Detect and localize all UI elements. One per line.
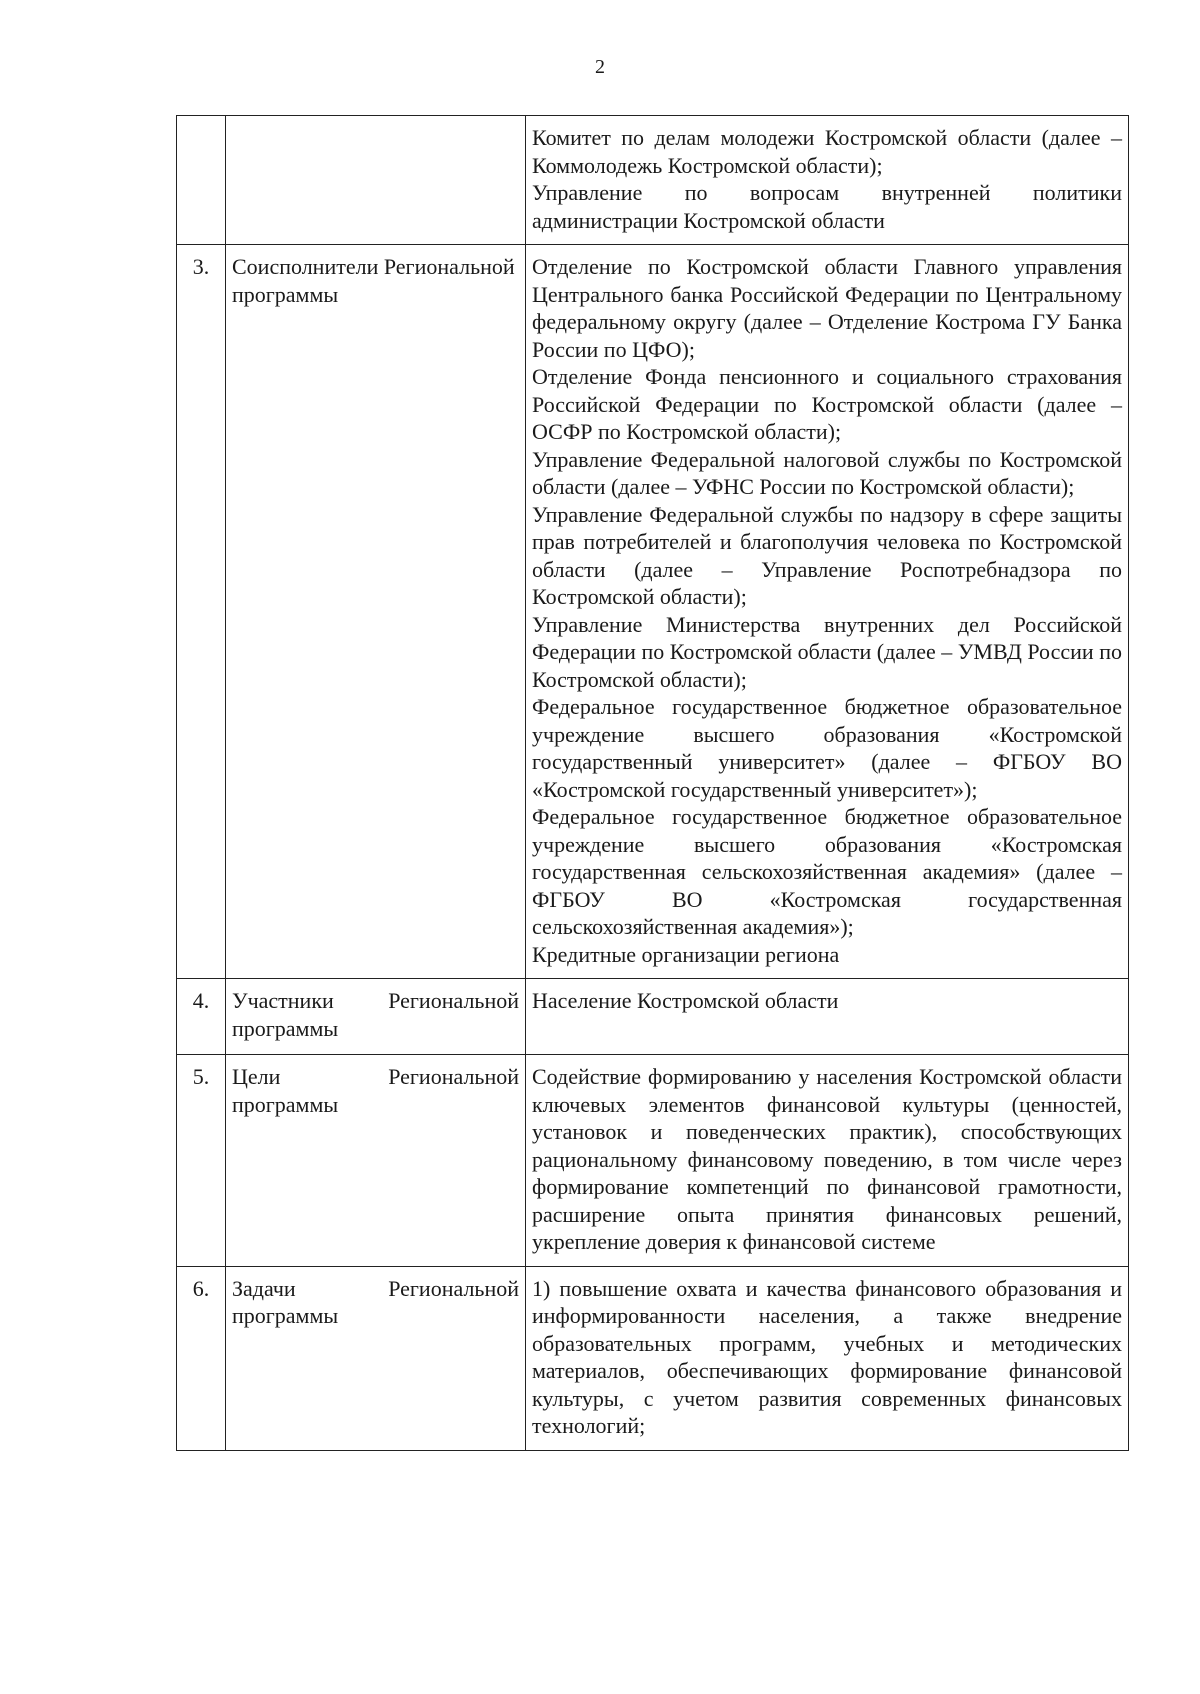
row-name (226, 1055, 526, 1267)
row-name-line: Участники Региональной (232, 988, 519, 1013)
table-row (177, 245, 1129, 979)
row-name (226, 1266, 526, 1450)
row-value (526, 1266, 1129, 1450)
row-name: Соисполнители Региональной программы (226, 245, 526, 979)
row-number: 5. (177, 1055, 226, 1267)
table-row (177, 979, 1129, 1055)
value-paragraph: Отделение по Костромской области Главного управления Центрального банка Российской Федерации по Центральному федеральному округу (далее – Отделение Кострома ГУ Банка России по ЦФО); (532, 254, 1122, 362)
row-value (526, 979, 1129, 1055)
table-row (177, 116, 1129, 245)
value-paragraph: Федеральное государственное бюджетное образовательное учреждение высшего образования «Костромская государственная сельскохозяйственная академия» (далее – ФГБОУ ВО «Костромская государственная сельскохозяйственная академия»); (532, 804, 1122, 939)
row-number: 6. (177, 1266, 226, 1450)
value-paragraph: Содействие формированию у населения Костромской области ключевых элементов финансовой культуры (ценностей, установок и поведенческих практик), способствующих рациональному финансовому поведению, в том числе через формирование компетенций по финансовой грамотности, расширение опыта принятия финансовых решений, укрепление доверия к финансовой системе (532, 1064, 1122, 1254)
table-row (177, 1266, 1129, 1450)
row-number: 4. (177, 979, 226, 1055)
program-passport-table (176, 115, 1129, 1451)
row-value (526, 245, 1129, 979)
row-name (226, 116, 526, 245)
row-name-line: Цели Региональной (232, 1064, 519, 1089)
value-paragraph: Федеральное государственное бюджетное образовательное учреждение высшего образования «Костромской государственный университет» (далее – ФГБОУ ВО «Костромской государственный университет»); (532, 694, 1122, 802)
row-name-line: программы (232, 1091, 339, 1117)
row-name (226, 979, 526, 1055)
table-row (177, 1055, 1129, 1267)
value-paragraph: Комитет по делам молодежи Костромской области (далее – Коммолодежь Костромской области); (532, 125, 1122, 178)
value-paragraph: Управление Федеральной налоговой службы по Костромской области (далее – УФНС России по Костромской области); (532, 446, 1122, 499)
row-name-line: Задачи Региональной (232, 1275, 519, 1301)
value-paragraph: Управление по вопросам внутренней политики администрации Костромской области (532, 180, 1122, 233)
row-number (177, 116, 226, 245)
row-number: 3. (177, 245, 226, 979)
value-paragraph: 1) повышение охвата и качества финансового образования и информированности населения, а также внедрение образовательных программ, учебных и методических материалов, обеспечивающих формирование финансовой культуры, с учетом развития современных финансовых технологий; (532, 1275, 1122, 1438)
value-paragraph: Отделение Фонда пенсионного и социального страхования Российской Федерации по Костромской области (далее – ОСФР по Костромской области); (532, 364, 1122, 444)
row-name-line: программы (232, 1015, 339, 1041)
value-paragraph: Кредитные организации региона (532, 941, 840, 967)
value-paragraph: Управление Министерства внутренних дел Российской Федерации по Костромской области (далее – УМВД России по Костромской области); (532, 611, 1122, 692)
page-number: 2 (595, 56, 605, 78)
row-name-line: программы (232, 1303, 339, 1328)
row-value (526, 116, 1129, 245)
value-paragraph: Население Костромской области (532, 988, 839, 1013)
value-paragraph: Управление Федеральной службы по надзору в сфере защиты прав потребителей и благополучия человека по Костромской области (далее – Управление Роспотребнадзора по Костромской области); (532, 501, 1122, 609)
row-value (526, 1055, 1129, 1267)
